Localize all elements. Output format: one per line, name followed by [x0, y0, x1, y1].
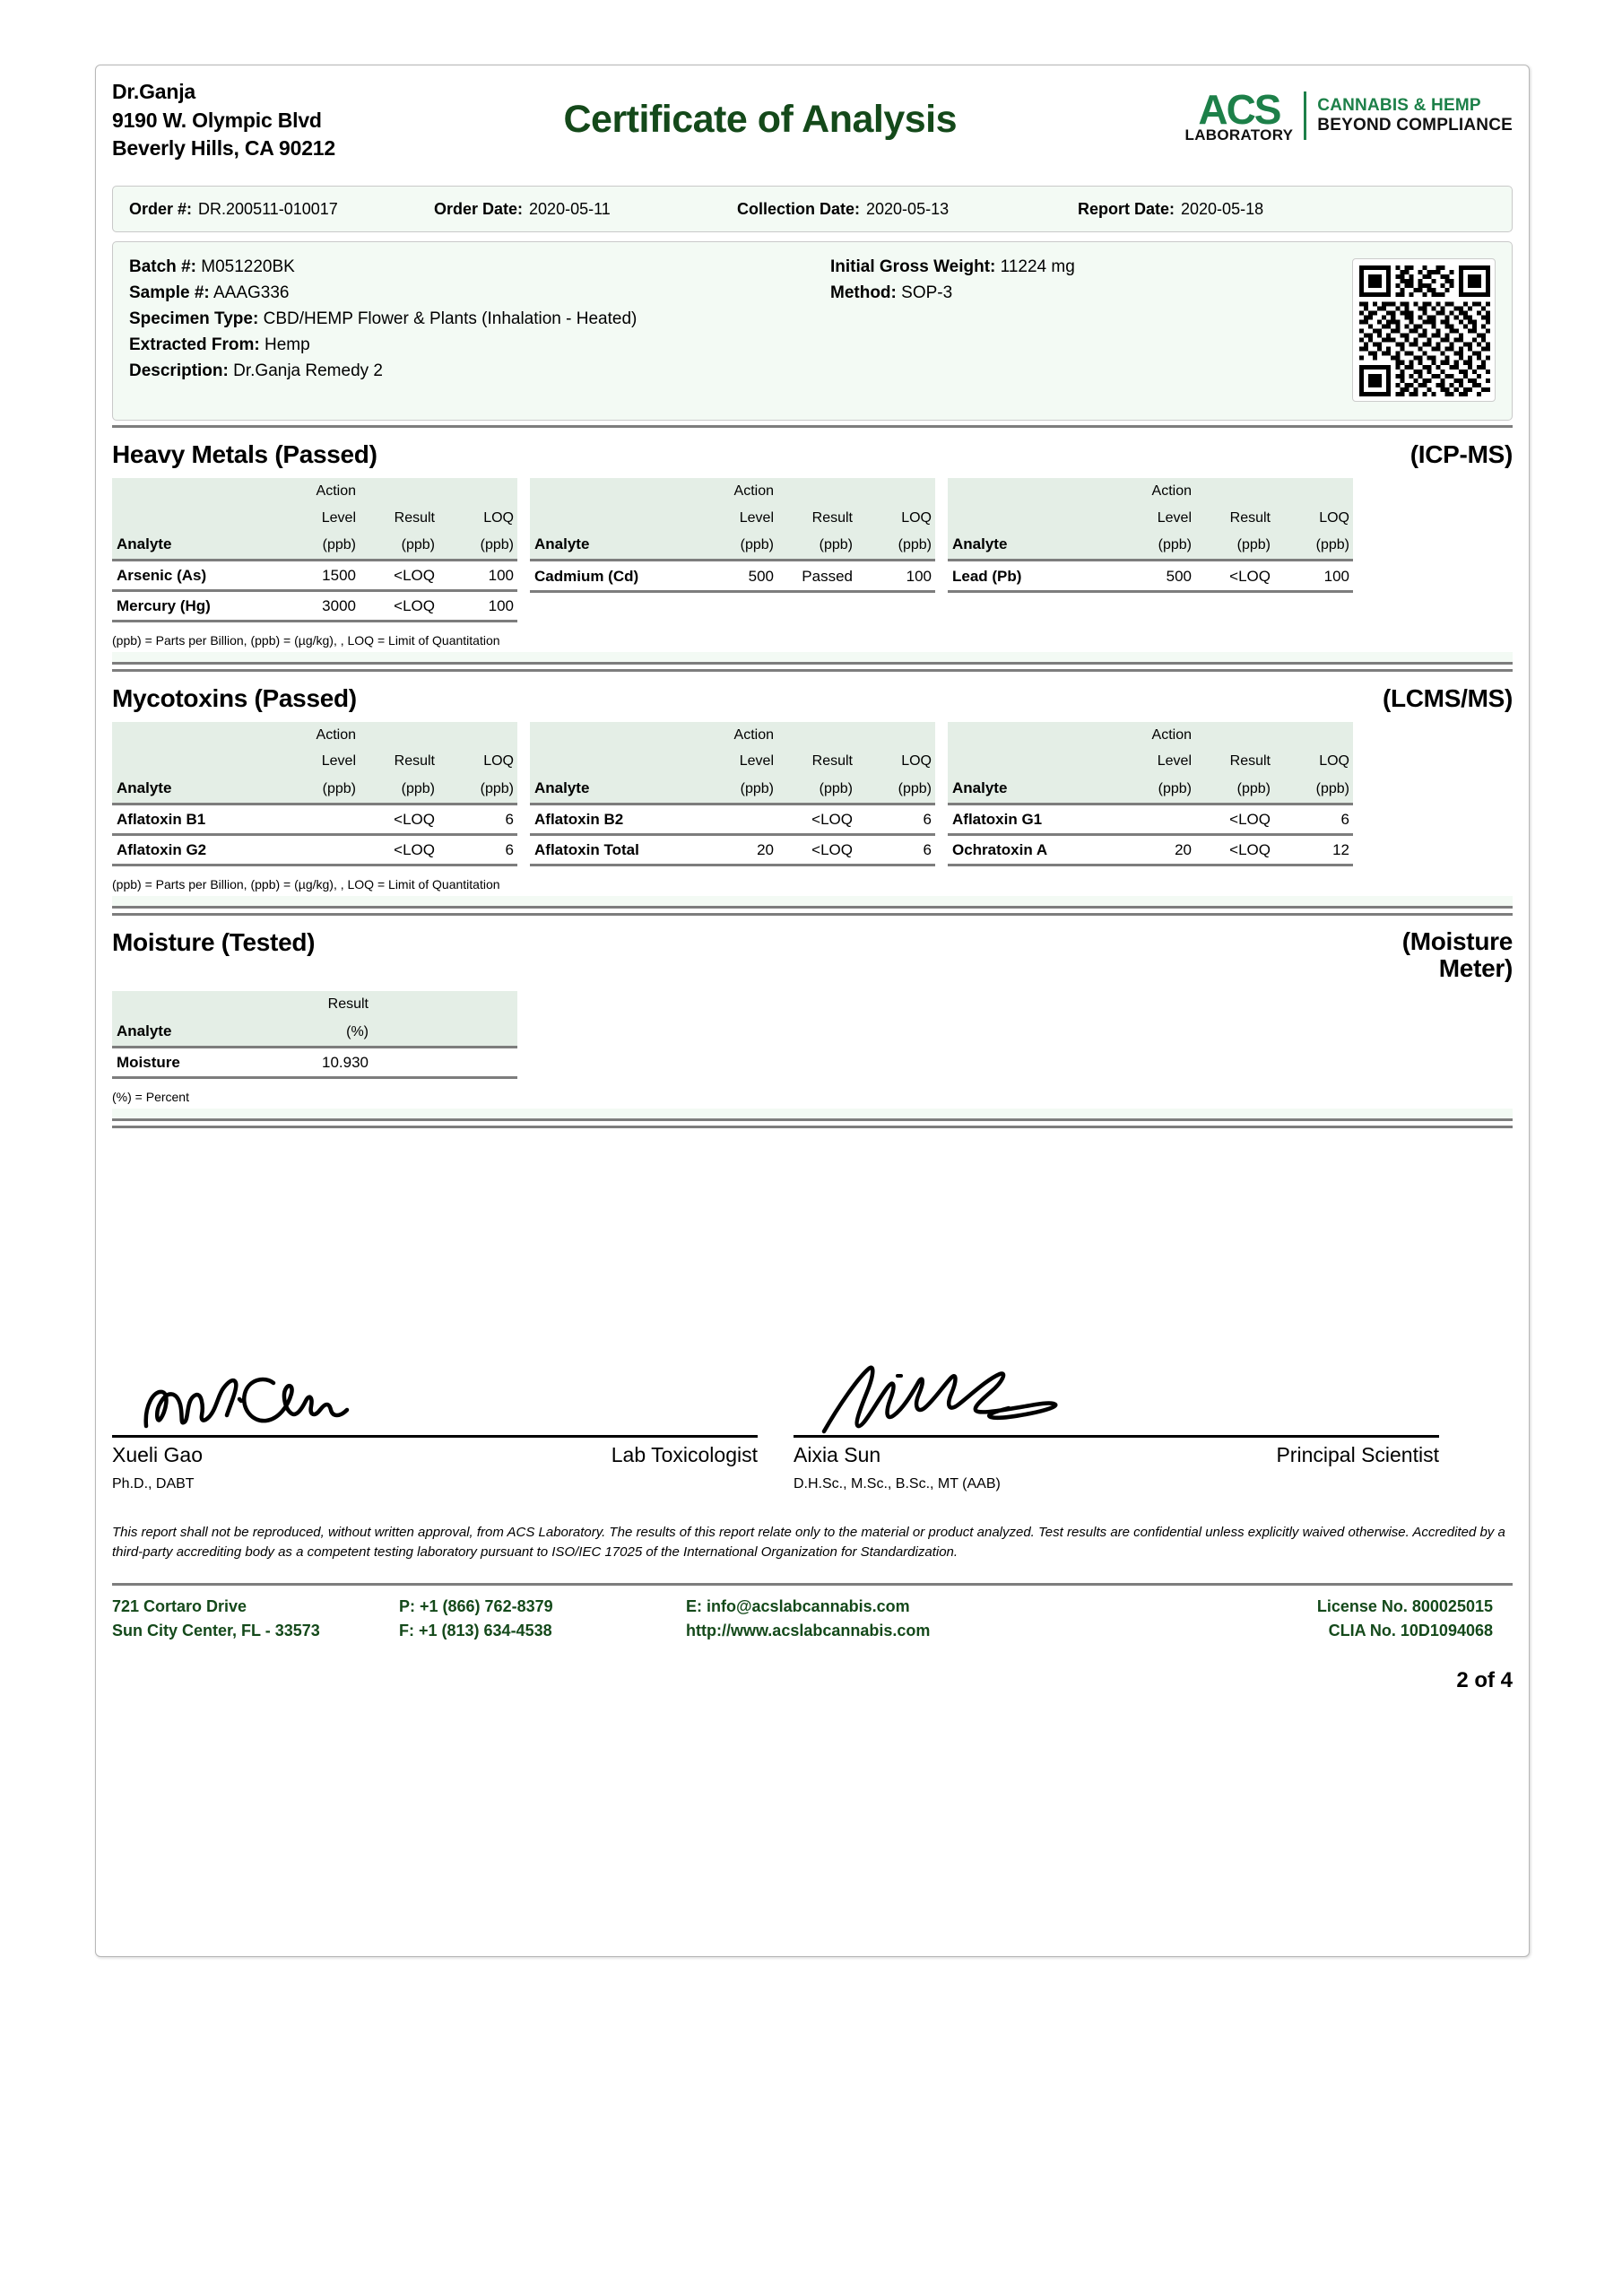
- order-number-value: DR.200511-010017: [198, 199, 338, 218]
- result-value: 10.930: [256, 1047, 372, 1077]
- result-value: <LOQ: [360, 804, 438, 834]
- gross-weight-value: 11224 mg: [1000, 257, 1075, 276]
- logo-tagline-line2: BEYOND COMPLIANCE: [1317, 116, 1513, 135]
- hm3-action-top: Action: [1116, 478, 1195, 505]
- hm1-unit-3: (ppb): [438, 531, 517, 560]
- footer-rule: [112, 1583, 1513, 1586]
- footer-phone: P: +1 (866) 762-8379: [399, 1596, 553, 1615]
- section-mycotoxins: [112, 672, 1513, 891]
- hm1-unit-2: (ppb): [360, 531, 438, 560]
- hm2-result: Result: [777, 505, 856, 532]
- description-field: [129, 359, 637, 385]
- loq-value: 6: [438, 834, 517, 865]
- result-value: <LOQ: [777, 834, 856, 865]
- signatory-credentials: Ph.D., DABT: [112, 1475, 195, 1492]
- action-level: 3000: [281, 590, 360, 621]
- method-field: [830, 281, 1075, 307]
- mt1-result: Result: [360, 748, 438, 775]
- footer-address-line1: 721 Cortaro Drive: [112, 1596, 247, 1615]
- mt1-analyte-header: Analyte: [112, 775, 281, 804]
- mycotoxins-table-3: [948, 722, 1353, 866]
- mt2-level: Level: [698, 748, 777, 775]
- analyte-name: Aflatoxin Total: [530, 834, 698, 865]
- mt3-result: Result: [1195, 748, 1274, 775]
- footer-address-line2: Sun City Center, FL - 33573: [112, 1621, 320, 1639]
- loq-value: 100: [1274, 560, 1353, 592]
- report-date-value: 2020-05-18: [1181, 199, 1264, 218]
- document-footer: [112, 1595, 1513, 1643]
- hm1-result: Result: [360, 505, 438, 532]
- acs-wordmark: ACS: [1198, 86, 1280, 133]
- page-title: Certificate of Analysis: [563, 98, 958, 141]
- table-row: [112, 590, 517, 621]
- signature-block-scientist: [794, 1352, 1439, 1492]
- heavy-metals-method: (ICP-MS): [1409, 440, 1513, 468]
- loq-value: 6: [856, 834, 935, 865]
- analyte-name: Lead (Pb): [948, 560, 1116, 592]
- method-label: Method:: [830, 283, 897, 302]
- legal-disclaimer: This report shall not be reproduced, without written approval, from ACS Laboratory. The results of this report relate only to the material or product analyzed. Test results are confidential unless explicitly waived otherwise. Accredited by a third-party accrediting body as a competent testing laboratory pursuant to ISO/IEC 17025 of the International Organization for Standardization.: [112, 1524, 1505, 1560]
- footer-fax: F: +1 (813) 634-4538: [399, 1621, 552, 1639]
- loq-value: 6: [438, 804, 517, 834]
- hm3-loq: LOQ: [1274, 505, 1353, 532]
- logo-tagline-line1: CANNABIS & HEMP: [1317, 95, 1481, 115]
- mycotoxins-title: Mycotoxins (Passed): [112, 683, 357, 712]
- description-label: Description:: [129, 361, 229, 380]
- sample-label: Sample #:: [129, 283, 210, 302]
- loq-value: 100: [438, 560, 517, 590]
- mt2-result: Result: [777, 748, 856, 775]
- hm2-analyte-header: Analyte: [530, 531, 698, 560]
- moisture-result-head: Result: [256, 991, 372, 1018]
- qr-code-image: [1359, 265, 1490, 396]
- order-date-value: 2020-05-11: [529, 199, 611, 218]
- mt1-unit-3: (ppb): [438, 775, 517, 804]
- result-value: <LOQ: [777, 804, 856, 834]
- section-divider-4: [112, 1104, 1513, 1128]
- moisture-tables: [112, 991, 1513, 1078]
- table-row: [112, 804, 517, 834]
- gross-weight-label: Initial Gross Weight:: [830, 257, 996, 276]
- mt3-unit-1: (ppb): [1116, 775, 1195, 804]
- hm1-level: Level: [281, 505, 360, 532]
- table-row: [948, 834, 1353, 865]
- heavy-metals-title: Heavy Metals (Passed): [112, 440, 377, 468]
- mt2-action-top: Action: [698, 722, 777, 749]
- order-number-label: Order #:: [129, 199, 193, 218]
- mt2-loq: LOQ: [856, 748, 935, 775]
- footer-email[interactable]: E: info@acslabcannabis.com: [686, 1596, 910, 1615]
- analyte-name: Aflatoxin B2: [530, 804, 698, 834]
- mycotoxins-tables: [112, 722, 1513, 866]
- order-date-label: Order Date:: [434, 199, 524, 218]
- table-row-empty: [530, 592, 935, 622]
- hm3-level: Level: [1116, 505, 1195, 532]
- moisture-title: Moisture (Tested): [112, 927, 316, 956]
- mycotoxins-method: (LCMS/MS): [1382, 683, 1513, 712]
- table-row: [112, 834, 517, 865]
- heavy-metals-tables: [112, 478, 1513, 622]
- analyte-name: Moisture: [112, 1047, 256, 1077]
- table-row: [530, 834, 935, 865]
- footer-phone-block: [399, 1595, 686, 1643]
- company-address-line1: 9190 W. Olympic Blvd: [112, 108, 322, 132]
- coa-document-page: [95, 65, 1530, 1957]
- footer-address: [112, 1595, 399, 1643]
- hm2-unit-3: (ppb): [856, 531, 935, 560]
- result-value: <LOQ: [360, 560, 438, 590]
- hm3-unit-2: (ppb): [1195, 531, 1274, 560]
- signature-image-xueli-gao: [112, 1352, 758, 1435]
- moisture-table: [112, 991, 517, 1078]
- company-name: Dr.Ganja: [112, 80, 195, 103]
- heavy-metals-table-2: [530, 478, 935, 622]
- mt2-unit-3: (ppb): [856, 775, 935, 804]
- order-date-field: [434, 200, 737, 219]
- hm2-unit-2: (ppb): [777, 531, 856, 560]
- table-row: [530, 804, 935, 834]
- gross-weight-field: [830, 255, 1075, 281]
- result-value: Passed: [777, 560, 856, 592]
- table-row: [530, 560, 935, 592]
- moisture-method-line1: (Moisture: [1401, 926, 1513, 955]
- footer-license-number: License No. 800025015: [1316, 1596, 1493, 1615]
- loq-value: 100: [438, 590, 517, 621]
- hm1-analyte-header: Analyte: [112, 531, 281, 560]
- moisture-unit-head: (%): [256, 1018, 372, 1047]
- result-value: <LOQ: [360, 590, 438, 621]
- footer-website-link[interactable]: http://www.acslabcannabis.com: [686, 1621, 931, 1639]
- analyte-name: Cadmium (Cd): [530, 560, 698, 592]
- table-row: [948, 560, 1353, 592]
- analyte-name: Arsenic (As): [112, 560, 281, 590]
- document-header: [96, 65, 1529, 166]
- hm3-result: Result: [1195, 505, 1274, 532]
- hm3-unit-1: (ppb): [1116, 531, 1195, 560]
- loq-value: 100: [856, 560, 935, 592]
- mt2-analyte-header: Analyte: [530, 775, 698, 804]
- action-level: 500: [1116, 560, 1195, 592]
- signature-image-aixia-sun: [794, 1352, 1439, 1435]
- mt1-level: Level: [281, 748, 360, 775]
- signatory-name: Aixia Sun: [794, 1442, 881, 1466]
- signatory-credentials: D.H.Sc., M.Sc., B.Sc., MT (AAB): [794, 1475, 1001, 1492]
- divider-band: [112, 1109, 1513, 1118]
- page-number: 2 of 4: [1456, 1667, 1513, 1692]
- moisture-footnote: (%) = Percent: [112, 1089, 189, 1104]
- table-row: [112, 1047, 517, 1077]
- moisture-analyte-head: Analyte: [112, 1018, 256, 1047]
- signatory-role: Lab Toxicologist: [611, 1442, 758, 1466]
- action-level: [1116, 804, 1195, 834]
- moisture-method: [1333, 928, 1513, 982]
- hm1-loq: LOQ: [438, 505, 517, 532]
- extracted-from-value: Hemp: [264, 335, 310, 354]
- action-level: 1500: [281, 560, 360, 590]
- signature-area: [112, 1128, 1513, 1492]
- section-divider-1: [112, 421, 1513, 428]
- mt1-loq: LOQ: [438, 748, 517, 775]
- analyte-name: Aflatoxin G1: [948, 804, 1116, 834]
- mt3-level: Level: [1116, 748, 1195, 775]
- description-value: Dr.Ganja Remedy 2: [233, 361, 383, 380]
- table-row-empty: [948, 592, 1353, 622]
- analyte-name: Ochratoxin A: [948, 834, 1116, 865]
- heavy-metals-footnote: (ppb) = Parts per Billion, (ppb) = (µg/kg), , LOQ = Limit of Quantitation: [112, 632, 500, 648]
- sample-info-box: [112, 241, 1513, 421]
- collection-date-value: 2020-05-13: [866, 199, 950, 218]
- method-value: SOP-3: [901, 283, 953, 302]
- mt1-unit-1: (ppb): [281, 775, 360, 804]
- collection-date-field: [737, 200, 1078, 219]
- hm2-action-top: Action: [698, 478, 777, 505]
- qr-code[interactable]: [1352, 258, 1496, 402]
- acs-laboratory-logo: [1184, 86, 1513, 144]
- table-row: [112, 560, 517, 590]
- section-divider-2: [112, 648, 1513, 672]
- analyte-name: Mercury (Hg): [112, 590, 281, 621]
- mt1-action-top: Action: [281, 722, 360, 749]
- analyte-name: Aflatoxin B1: [112, 804, 281, 834]
- mycotoxins-table-1: [112, 722, 517, 866]
- logo-divider: [1304, 91, 1306, 140]
- specimen-type-label: Specimen Type:: [129, 309, 259, 328]
- sample-value: AAAG336: [213, 283, 290, 302]
- result-value: <LOQ: [360, 834, 438, 865]
- footer-license-block: [1152, 1595, 1493, 1643]
- result-value: <LOQ: [1195, 804, 1274, 834]
- signatory-name: Xueli Gao: [112, 1442, 204, 1466]
- result-value: <LOQ: [1195, 560, 1274, 592]
- batch-value: M051220BK: [201, 257, 295, 276]
- extracted-from-field: [129, 333, 637, 359]
- divider-band: [112, 896, 1513, 906]
- hm3-unit-3: (ppb): [1274, 531, 1353, 560]
- client-company-block: [112, 78, 335, 163]
- heavy-metals-table-3: [948, 478, 1353, 622]
- mt3-unit-3: (ppb): [1274, 775, 1353, 804]
- divider-band: [112, 652, 1513, 662]
- table-row: [948, 804, 1353, 834]
- heavy-metals-table-1: [112, 478, 517, 622]
- signature-line: [794, 1435, 1439, 1438]
- action-level: [281, 834, 360, 865]
- hm2-level: Level: [698, 505, 777, 532]
- sample-field: [129, 281, 637, 307]
- hm3-analyte-header: Analyte: [948, 531, 1116, 560]
- batch-label: Batch #:: [129, 257, 196, 276]
- signature-block-toxicologist: [112, 1352, 758, 1492]
- collection-date-label: Collection Date:: [737, 199, 861, 218]
- section-divider-3: [112, 891, 1513, 916]
- mt2-unit-2: (ppb): [777, 775, 856, 804]
- loq-value: 6: [856, 804, 935, 834]
- action-level: [281, 804, 360, 834]
- laboratory-wordmark: LABORATORY: [1184, 126, 1294, 144]
- mycotoxins-footnote: (ppb) = Parts per Billion, (ppb) = (µg/kg), , LOQ = Limit of Quantitation: [112, 876, 500, 891]
- section-heavy-metals: [112, 428, 1513, 648]
- hm2-unit-1: (ppb): [698, 531, 777, 560]
- action-level: [698, 804, 777, 834]
- hm1-action-top: Action: [281, 478, 360, 505]
- moisture-method-line2: Meter): [1438, 953, 1513, 982]
- action-level: 20: [698, 834, 777, 865]
- batch-field: [129, 255, 637, 281]
- extracted-from-label: Extracted From:: [129, 335, 260, 354]
- result-value: <LOQ: [1195, 834, 1274, 865]
- mt1-unit-2: (ppb): [360, 775, 438, 804]
- hm1-unit-1: (ppb): [281, 531, 360, 560]
- sample-info-left-column: [129, 255, 637, 384]
- section-moisture: [112, 916, 1513, 1104]
- report-date-field: [1078, 200, 1263, 219]
- analyte-name: Aflatoxin G2: [112, 834, 281, 865]
- action-level: 20: [1116, 834, 1195, 865]
- mt2-unit-1: (ppb): [698, 775, 777, 804]
- mt3-analyte-header: Analyte: [948, 775, 1116, 804]
- mycotoxins-table-2: [530, 722, 935, 866]
- mt3-action-top: Action: [1116, 722, 1195, 749]
- hm2-loq: LOQ: [856, 505, 935, 532]
- footer-clia-number: CLIA No. 10D1094068: [1328, 1621, 1493, 1639]
- sample-info-right-column: [830, 255, 1075, 307]
- signature-line: [112, 1435, 758, 1438]
- loq-value: 6: [1274, 804, 1353, 834]
- specimen-type-field: [129, 307, 637, 333]
- mt3-loq: LOQ: [1274, 748, 1353, 775]
- footer-contact-block: [686, 1595, 1152, 1643]
- order-number-field: [129, 200, 434, 219]
- mt3-unit-2: (ppb): [1195, 775, 1274, 804]
- signatory-role: Principal Scientist: [1276, 1442, 1439, 1466]
- order-info-bar: [112, 186, 1513, 232]
- loq-value: 12: [1274, 834, 1353, 865]
- specimen-type-value: CBD/HEMP Flower & Plants (Inhalation - Heated): [263, 309, 638, 328]
- action-level: 500: [698, 560, 777, 592]
- company-address-line2: Beverly Hills, CA 90212: [112, 136, 335, 161]
- report-date-label: Report Date:: [1078, 199, 1175, 218]
